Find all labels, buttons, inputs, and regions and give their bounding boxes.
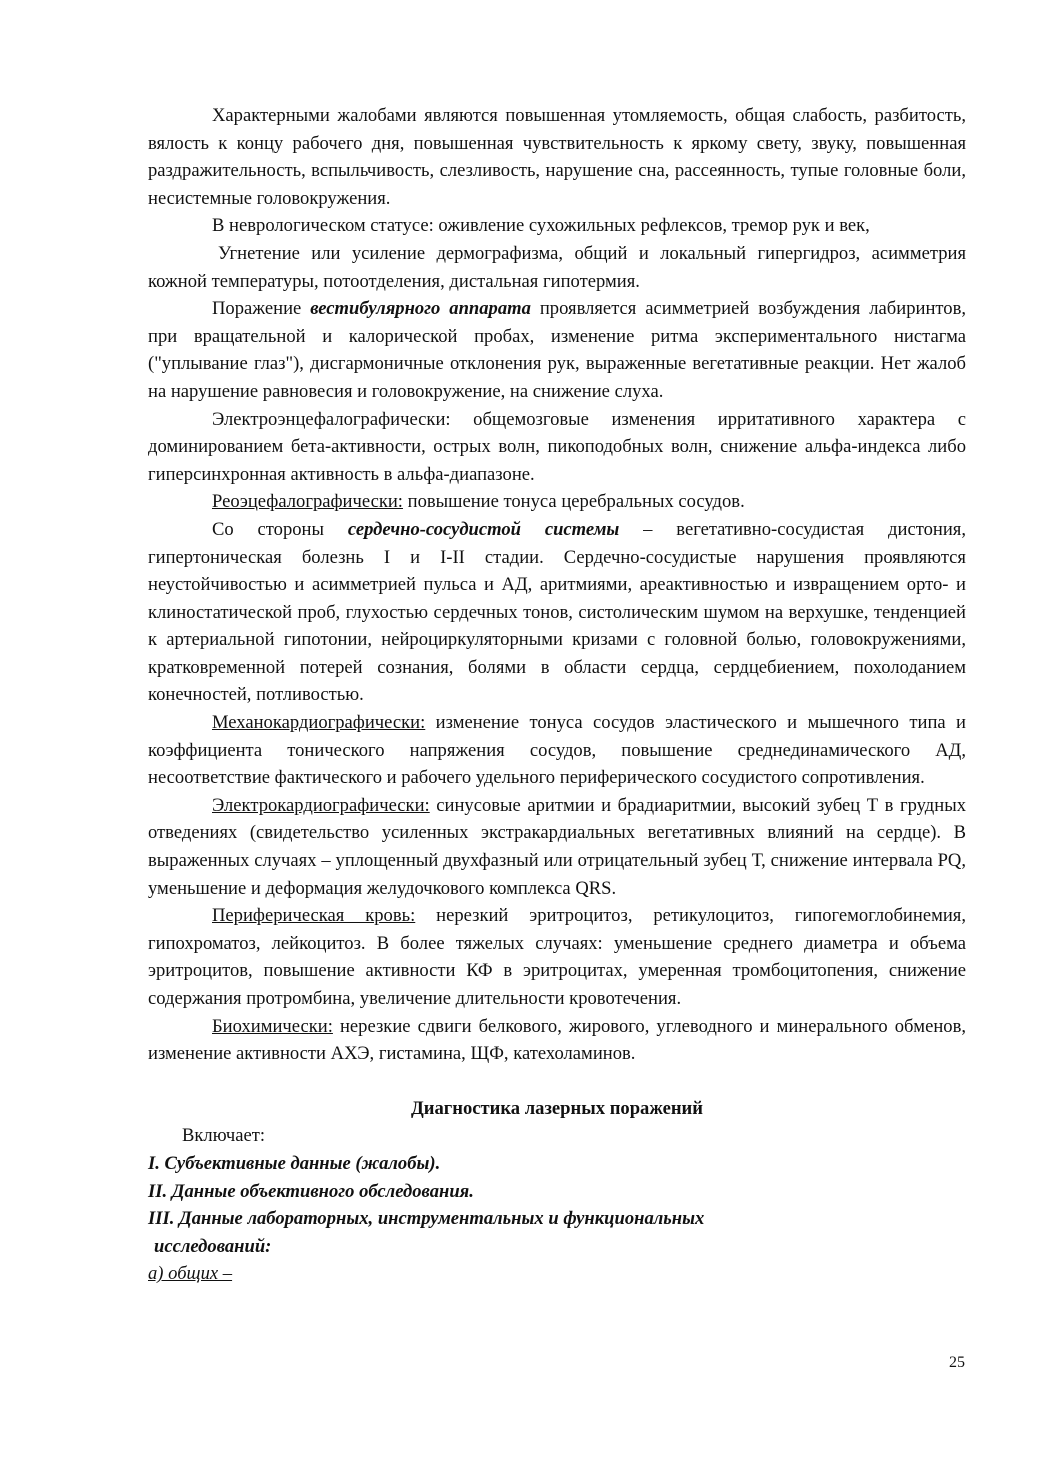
paragraph-blood — [148, 902, 966, 1012]
paragraph-neuro-status: В неврологическом статусе: оживление сухожильных рефлексов, тремор рук и век, — [212, 215, 870, 237]
cardio-pre: Со стороны — [212, 518, 348, 540]
blood-text: нерезкий эритроцитоз, ретикулоцитоз, гипогемоглобинемия, гипохроматоз, лейкоцитоз. В более тяжелых случаях: уменьшение среднего диаметра и объема эритроцитов, повышение активности КФ в эритроцитах, умеренная тромбоцитопения, снижение содержания протромбина, увеличение длительности кровотечения. — [148, 905, 966, 1009]
ecg-label: Электрокардиографически: — [212, 794, 430, 816]
list-item-subjective: I. Субъективные данные (жалобы). — [148, 1152, 441, 1174]
paragraph-eeg: Электроэнцефалографически: общемозговые изменения ирритативного характера с доминированием бета-активности, острых волн, пикоподобных волн, снижение альфа-индекса либо гиперсинхронная активность в альфа-диапазоне. — [148, 408, 966, 485]
paragraph-ecg — [148, 792, 966, 902]
reoeg-label: Реоэцефалографически: — [212, 491, 403, 513]
biochem-label: Биохимически: — [212, 1015, 333, 1037]
paragraph-biochem — [148, 1013, 966, 1068]
ecg-text: синусовые аритмии и брадиаритмии, высокий зубец Т в грудных отведениях (свидетельство усиленных экстракардиальных вегетативных влияний на сердце). В выраженных случаях – уплощенный двухфазный или отрицательный зубец Т, снижение интервала PQ, уменьшение и деформация желудочкового комплекса QRS. — [148, 794, 966, 899]
mechanocardio-label: Механокардиографически: — [212, 712, 426, 734]
cardio-post: – вегетативно-сосудистая дистония, гипертоническая болезнь I и I-II стадии. Сердечно-сосудистые нарушения проявляются неустойчивостью и асимметрией пульса и АД, аритмиями, ареактивностью и извращением орто- и клиностатической проб, глухостью сердечных тонов, систолическим шумом на верхушке, тенденцией к артериальной гипотонии, нейроциркуляторными кризами с головной болью, головокружениями, кратковременной потерей сознания, болями в области сердца, сердцебиением, похолоданием конечностей, потливостью. — [148, 518, 966, 706]
page-number: 25 — [949, 1354, 965, 1371]
paragraph-dermographism: Угнетение или усиление дермографизма, общий и локальный гипергидроз, асимметрия кожной температуры, потоотделения, дистальная гипотермия. — [148, 242, 966, 292]
includes-label: Включает: — [182, 1125, 266, 1147]
sub-item-general: а) общих – — [148, 1263, 233, 1285]
paragraph-cardiovascular — [148, 516, 966, 709]
page-content — [148, 102, 966, 1288]
biochem-text: нерезкие сдвиги белкового, жирового, углеводного и минерального обменов, изменение активности АХЭ, гистамина, ЩФ, катехоламинов. — [148, 1015, 966, 1065]
paragraph-complaints: Характерными жалобами являются повышенная утомляемость, общая слабость, разбитость, вялость к концу рабочего дня, повышенная чувствительность к яркому свету, звуку, повышенная раздражительность, вспыльчивость, слезливость, нарушение сна, рассеянность, тупые головные боли, несистемные головокружения. — [148, 105, 966, 209]
vestibular-pre: Поражение — [212, 298, 311, 320]
list-item-laboratory: III. Данные лабораторных, инструментальных и функциональных — [148, 1208, 705, 1230]
list-item-objective: II. Данные объективного обследования. — [148, 1180, 474, 1202]
cardio-emphasis: сердечно-сосудистой системы — [347, 518, 620, 540]
list-item-laboratory-cont: исследований: — [154, 1235, 272, 1257]
mechanocardio-text: изменение тонуса сосудов эластического и мышечного типа и коэффициента тонического напряжения сосудов, повышение среднединамического АД, несоответствие фактического и рабочего удельного периферического сосудистого сопротивления. — [148, 712, 966, 789]
section-heading: Диагностика лазерных поражений — [411, 1097, 703, 1119]
vestibular-post: проявляется асимметрией возбуждения лабиринтов, при вращательной и калорической пробах, изменение ритма экспериментального нистагма ("уплывание глаз"), дисгармоничные отклонения рук, выраженные вегетативные реакции. Нет жалоб на нарушение равновесия и головокружение, на снижение слуха. — [148, 298, 967, 402]
reoeg-text: повышение тонуса церебральных сосудов. — [402, 491, 745, 513]
paragraph-vestibular — [148, 295, 966, 405]
paragraph-mechanocardio — [148, 709, 966, 792]
blood-label: Периферическая кровь: — [212, 905, 416, 927]
paragraph-reoeg — [148, 488, 966, 516]
vestibular-emphasis: вестибулярного аппарата — [310, 298, 531, 320]
